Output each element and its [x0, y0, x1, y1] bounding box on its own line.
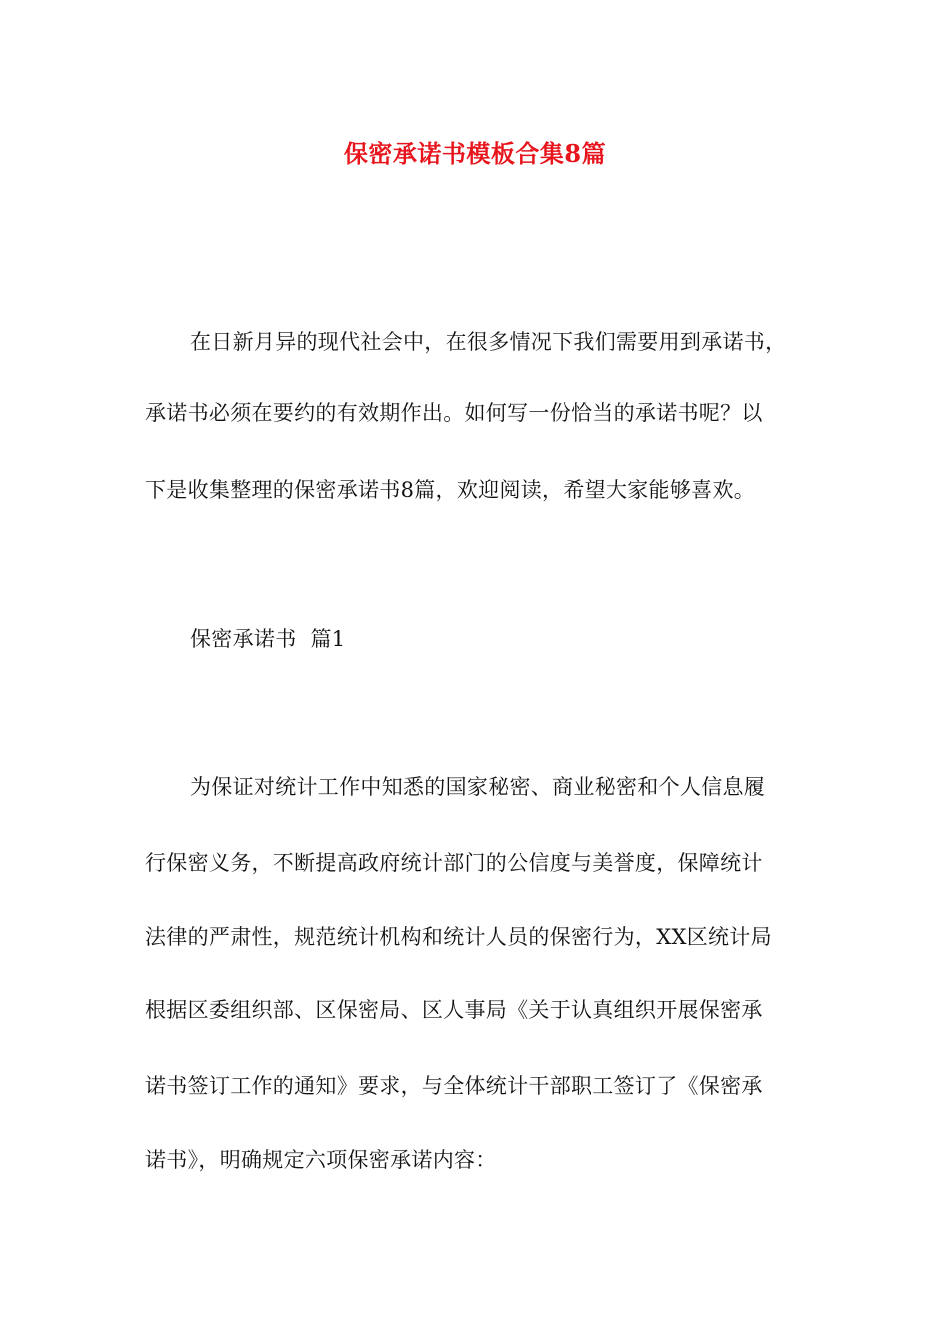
body-line-2: 行保密义务，不断提高政府统计部门的公信度与美誉度，保障统计	[145, 851, 763, 875]
body-line-5: 诺书签订工作的通知》要求，与全体统计干部职工签订了《保密承	[145, 1074, 763, 1098]
intro-line-1: 在日新月异的现代社会中，在很多情况下我们需要用到承诺书，	[190, 330, 787, 354]
intro-line-2: 承诺书必须在要约的有效期作出。如何写一份恰当的承诺书呢？以	[145, 401, 763, 425]
body-line-4: 根据区委组织部、区保密局、区人事局《关于认真组织开展保密承	[145, 998, 763, 1022]
body-line-6: 诺书》，明确规定六项保密承诺内容：	[145, 1148, 497, 1172]
section-heading: 保密承诺书 篇1	[190, 627, 346, 651]
body-line-3: 法律的严肃性，规范统计机构和统计人员的保密行为，XX区统计局	[145, 925, 772, 949]
body-line-1: 为保证对统计工作中知悉的国家秘密、商业秘密和个人信息履	[190, 775, 766, 799]
intro-line-3: 下是收集整理的保密承诺书8篇，欢迎阅读，希望大家能够喜欢。	[145, 478, 756, 502]
document-title: 保密承诺书模板合集8篇	[343, 139, 607, 168]
